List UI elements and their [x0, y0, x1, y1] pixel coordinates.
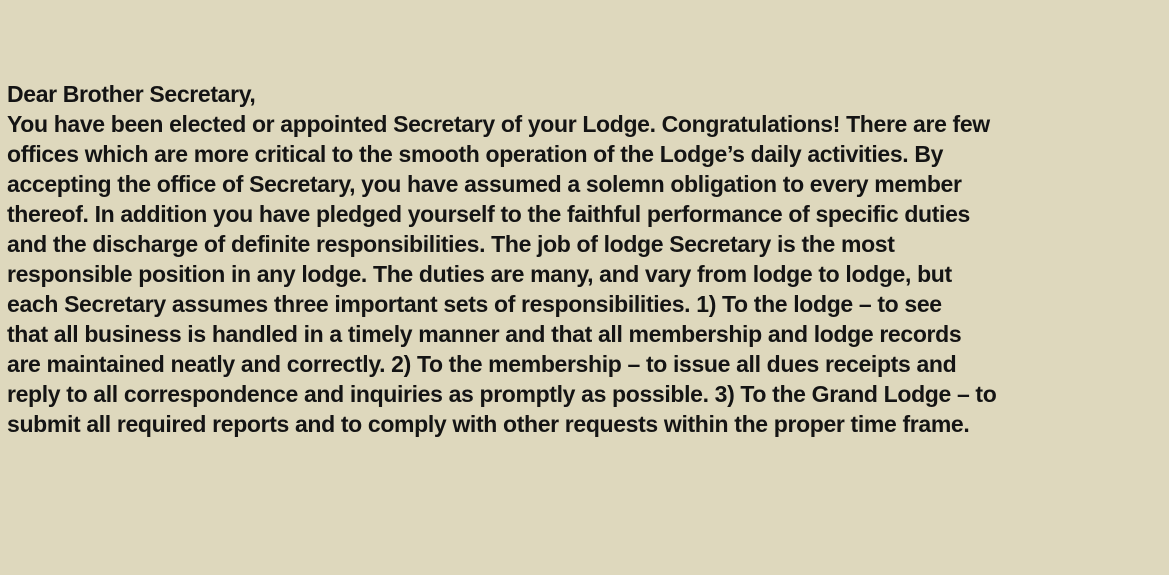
body-line: responsible position in any lodge. The duties are many, and vary from lodge to lodge, but	[7, 261, 952, 287]
body-line: offices which are more critical to the smooth operation of the Lodge’s daily activities. By	[7, 141, 944, 167]
body-line: and the discharge of definite responsibilities. The job of lodge Secretary is the most	[7, 231, 895, 257]
body-line: You have been elected or appointed Secretary of your Lodge. Congratulations! There are few	[7, 111, 990, 137]
body-line: each Secretary assumes three important sets of responsibilities. 1) To the lodge – to see	[7, 291, 942, 317]
letter-text	[7, 79, 1159, 439]
body-line: are maintained neatly and correctly. 2) To the membership – to issue all dues receipts and	[7, 351, 957, 377]
body-line: accepting the office of Secretary, you have assumed a solemn obligation to every member	[7, 171, 962, 197]
body-line: that all business is handled in a timely manner and that all membership and lodge records	[7, 321, 962, 347]
body-line: thereof. In addition you have pledged yourself to the faithful performance of specific duties	[7, 201, 970, 227]
body-line: submit all required reports and to comply with other requests within the proper time frame.	[7, 411, 970, 437]
body-line: reply to all correspondence and inquiries as promptly as possible. 3) To the Grand Lodge – to	[7, 381, 997, 407]
salutation-line: Dear Brother Secretary,	[7, 81, 256, 107]
